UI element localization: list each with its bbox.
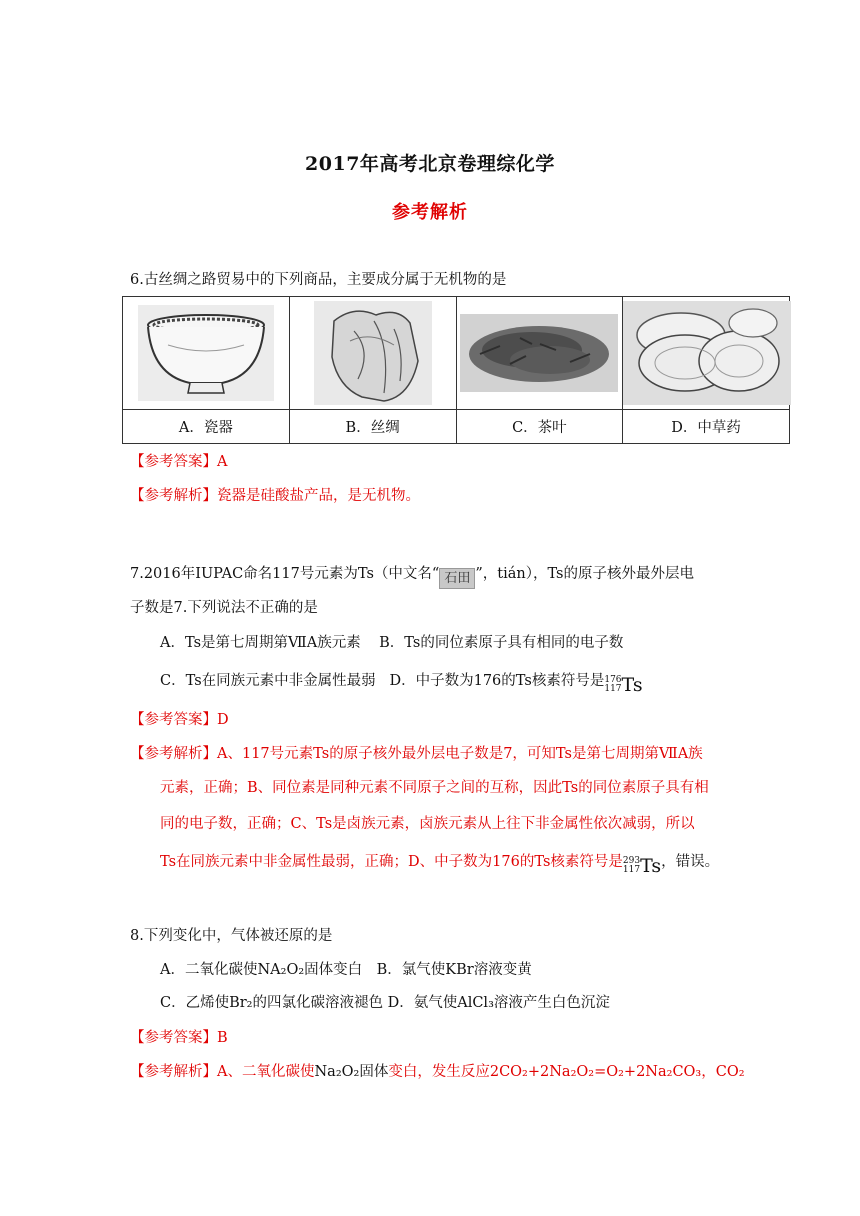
q7-analysis-nuclide	[623, 856, 661, 876]
q8-analysis-tag: 【参考解析】	[130, 1064, 217, 1080]
q7-analysis-atomic-number: 117	[622, 865, 641, 875]
option-b-label: B．丝绸	[289, 410, 456, 444]
q8-options-ab: A．二氧化碳使NA₂O₂固体变白 B．氯气使KBr溶液变黄	[160, 962, 532, 978]
q7-atomic-number: 117	[604, 684, 622, 694]
q7-analysis-line4	[160, 852, 719, 876]
q6-question: 6.古丝绸之路贸易中的下列商品，主要成分属于无机物的是	[130, 272, 507, 288]
q7-answer: 【参考答案】D	[130, 712, 229, 728]
q7-options-ab	[160, 633, 623, 653]
option-b-image-cell	[289, 297, 456, 410]
q7-analysis-tag: 【参考解析】	[130, 746, 217, 762]
page-title: 2017年高考北京卷理综化学	[305, 153, 555, 175]
option-c-image-cell	[456, 297, 623, 410]
q7-question-line2: 子数是7.下列说法不正确的是	[130, 600, 318, 616]
silk-cloth-icon	[314, 301, 432, 405]
q8-analysis-line1	[130, 1062, 745, 1082]
q7-mass-number: 176	[604, 675, 622, 685]
q7-option-c: C．Ts在同族元素中非金属性最弱	[160, 673, 376, 689]
q7-option-b: B．Ts的同位素原子具有相同的电子数	[379, 635, 624, 651]
option-a-label: A．瓷器	[123, 410, 290, 444]
q7-analysis-line2: 元素，正确；B、同位素是同种元素不同原子之间的互称，因此Ts的同位素原子具有相	[160, 780, 709, 796]
q8-options-cd: C．乙烯使Br₂的四氯化碳溶液褪色 D．氨气使AlCl₃溶液产生白色沉淀	[160, 995, 610, 1011]
q6-analysis-tag: 【参考解析】	[130, 488, 217, 504]
option-c-label: C．茶叶	[456, 410, 623, 444]
page-subtitle: 参考解析	[392, 202, 468, 223]
q6-analysis	[130, 486, 420, 506]
q7-analysis-element-symbol: Ts	[640, 855, 662, 877]
tea-leaves-icon	[460, 314, 618, 392]
q6-options-table	[122, 296, 790, 444]
herbal-medicine-icon	[623, 301, 791, 405]
option-d-label: D．中草药	[623, 410, 790, 444]
q6-analysis-text: 瓷器是硅酸盐产品，是无机物。	[217, 488, 420, 504]
q7-option-a: A．Ts是第七周期第ⅦA族元素	[160, 635, 361, 651]
q8-question: 8.下列变化中，气体被还原的是	[130, 928, 333, 944]
q7-text-b: ”，tián），Ts的原子核外最外层电	[475, 566, 694, 582]
q7-analysis-text-1: A、117号元素Ts的原子核外最外层电子数是7，可知Ts是第七周期第ⅦA族	[217, 746, 703, 762]
q7-question-line1	[130, 564, 694, 589]
q7-nuclide-symbol	[604, 675, 642, 695]
q7-analysis-line1	[130, 744, 703, 764]
q6-answer: 【参考答案】A	[130, 454, 228, 470]
q8-analysis-rest: 变白，发生反应2CO₂+2Na₂O₂=O₂+2Na₂CO₃，CO₂	[388, 1064, 745, 1080]
option-d-image-cell	[623, 297, 790, 410]
q7-analysis-tail: ，错误。	[661, 854, 720, 870]
q7-analysis-line3: 同的电子数，正确；C、Ts是卤族元素，卤族元素从上往下非金属性依次减弱，所以	[160, 816, 695, 832]
q7-analysis-text-4: Ts在同族元素中非金属性最弱，正确；D、中子数为176的Ts核素符号是	[160, 854, 623, 870]
option-a-image-cell	[123, 297, 290, 410]
porcelain-bowl-icon	[138, 305, 274, 401]
q7-text-a: 7.2016年IUPAC命名117号元素为Ts（中文名“	[130, 566, 440, 582]
ts-chinese-name-glyph: 石田	[439, 568, 475, 589]
q8-analysis-prefix: A、二氧化碳使	[217, 1064, 315, 1080]
q7-option-d: D．中子数为176的Ts核素符号是	[389, 673, 605, 689]
q8-answer: 【参考答案】B	[130, 1030, 228, 1046]
q7-element-symbol: Ts	[621, 674, 643, 696]
q7-options-cd	[160, 671, 643, 695]
q8-analysis-formula: Na₂O₂固体	[314, 1064, 389, 1080]
q7-analysis-mass-number: 293	[622, 856, 641, 866]
